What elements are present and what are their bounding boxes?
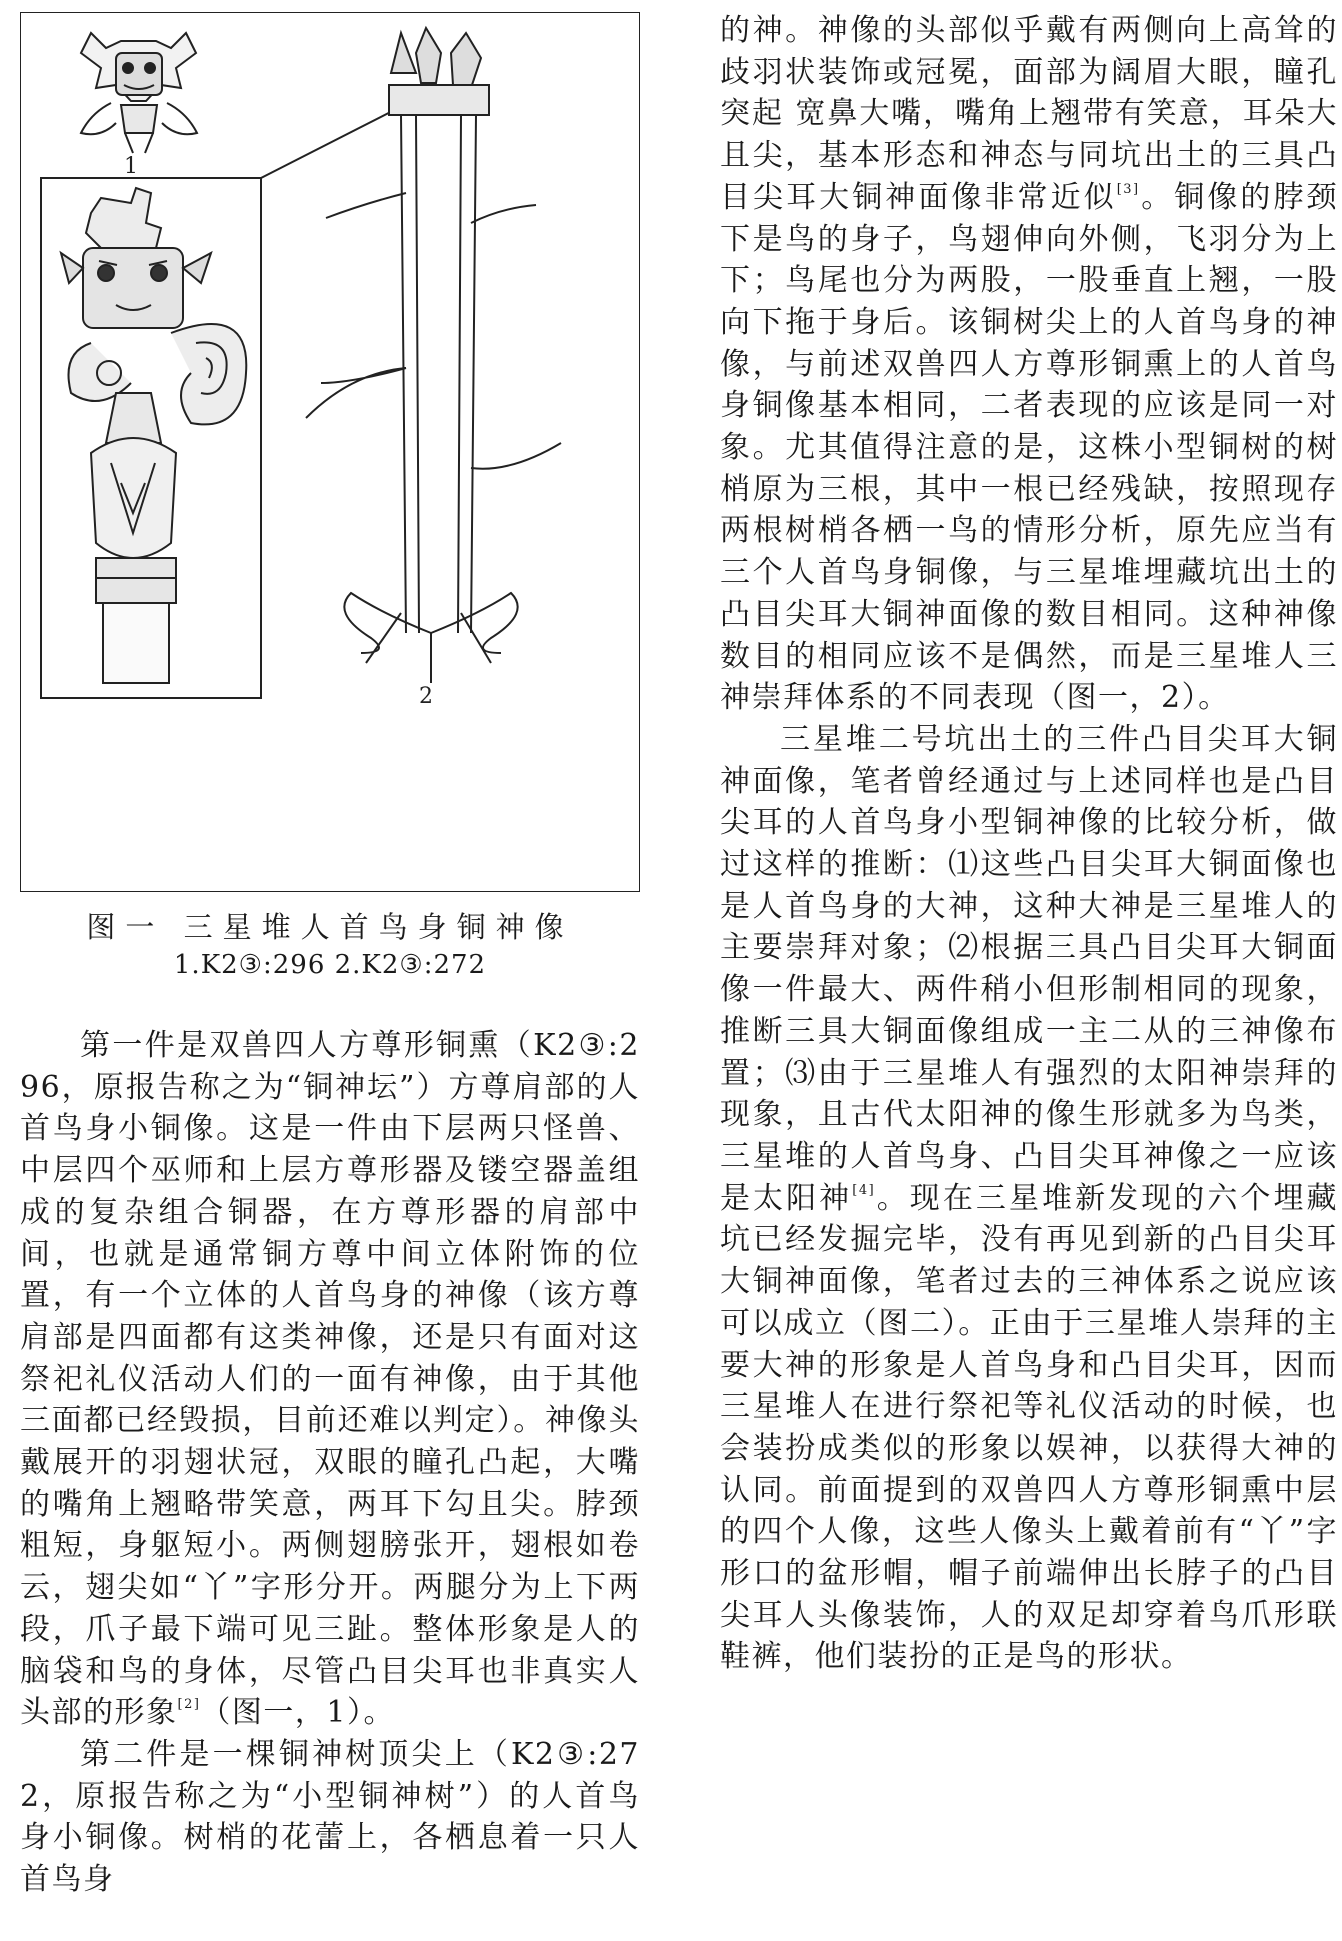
left-column <box>20 1025 640 1901</box>
paragraph-three-gods: 三星堆二号坑出土的三件凸目尖耳大铜神面像，笔者曾经通过与上述同样也是凸目尖耳的人首鸟身小型铜神像的比较分析，做过这样的推断：⑴这些凸目尖耳大铜面像也是人首鸟身的大神，这种大神是三星堆人的主要崇拜对象；⑵根据三具凸目尖耳大铜面像一件最大、两件稍小但形制相同的现象，推断三具大铜面像组成一主二从的三神像布置；⑶由于三星堆人有强烈的太阳神崇拜的现象，且古代太阳神的像生形就多为鸟类，三星堆的人首鸟身、凸目尖耳神像之一应该是太阳神[4]。现在三星堆新发现的六个埋藏坑已经发掘完毕，没有再见到新的凸目尖耳大铜神面像，笔者过去的三神体系之说应该可以成立（图二）。正由于三星堆人崇拜的主要大神的形象是人首鸟身和凸目尖耳，因而三星堆人在进行祭祀等礼仪活动的时候，也会装扮成类似的形象以娱神，以获得大神的认同。前面提到的双兽四人方尊形铜熏中层的四个人像，这些人像头上戴着前有“丫”字形口的盆形帽，帽子前端伸出长脖子的凸目尖耳人头像装饰，人的双足却穿着鸟爪形联鞋裤，他们装扮的正是鸟的形状。 <box>720 721 1339 1675</box>
right-column <box>720 10 1338 1678</box>
paragraph-second-item: 第二件是一棵铜神树顶尖上（K2③:272，原报告称之为“小型铜神树”）的人首鸟身小铜像。树梢的花蕾上，各栖息着一只人首鸟身 <box>20 1736 640 1898</box>
citation-ref: [4] <box>852 1182 876 1198</box>
bronze-tree-drawing <box>306 28 561 683</box>
figure-frame <box>20 12 640 892</box>
bird-statue-small-drawing <box>81 33 197 153</box>
figure-caption-sub: 1.K2③:296 2.K2③:272 <box>173 950 487 980</box>
figure-label-2: 2 <box>419 684 433 709</box>
figure-label-1: 1 <box>124 154 138 179</box>
figure-illustration <box>21 13 638 890</box>
citation-ref: [2] <box>177 1697 201 1713</box>
citation-ref: [3] <box>1116 181 1140 197</box>
paragraph-first-item: 第一件是双兽四人方尊形铜熏（K2③:296，原报告称之为“铜神坛”）方尊肩部的人首鸟身小铜像。这是一件由下层两只怪兽、中层四个巫师和上层方尊形器及镂空器盖组成的复杂组合铜器，在方尊形器的肩部中间，也就是通常铜方尊中间立体附饰的位置，有一个立体的人首鸟身的神像（该方尊肩部是四面都有这类神像，还是只有面对这祭祀礼仪活动人们的一面有神像，由于其他三面都已经毁损，目前还难以判定）。神像头戴展开的羽翅状冠，双眼的瞳孔凸起，大嘴的嘴角上翘略带笑意，两耳下勾且尖。脖颈粗短，身躯短小。两侧翅膀张开，翅根如卷云，翅尖如“丫”字形分开。两腿分为上下两段，爪子最下端可见三趾。整体形象是人的脑袋和鸟的身体，尽管凸目尖耳也非真实人头部的形象[2]（图一，1）。 <box>20 1028 640 1731</box>
paragraph-continuation: 的神。神像的头部似乎戴有两侧向上高耸的歧羽状装饰或冠冕，面部为阔眉大眼，瞳孔突起 宽鼻大嘴，嘴角上翘带有笑意，耳朵大且尖，基本形态和神态与同坑出土的三具凸目尖耳大铜神面像非常近似[3]。铜像的脖颈下是鸟的身子，鸟翅伸向外侧，飞羽分为上下；鸟尾也分为两股，一股垂直上翘，一股向下拖于身后。该铜树尖上的人首鸟身的神像，与前述双兽四人方尊形铜熏上的人首鸟身铜像基本相同，二者表现的应该是同一对象。尤其值得注意的是，这株小型铜树的树梢原为三根，其中一根已经残缺，按照现存两根树梢各栖一鸟的情形分析，原先应当有三个人首鸟身铜像，与三星堆埋藏坑出土的凸目尖耳大铜神面像的数目相同。这种神像数目的相同应该不是偶然，而是三星堆人三神崇拜体系的不同表现（图一，2）。 <box>720 13 1338 716</box>
figure-caption-title: 图一 三星堆人首鸟身铜神像 <box>86 910 574 944</box>
